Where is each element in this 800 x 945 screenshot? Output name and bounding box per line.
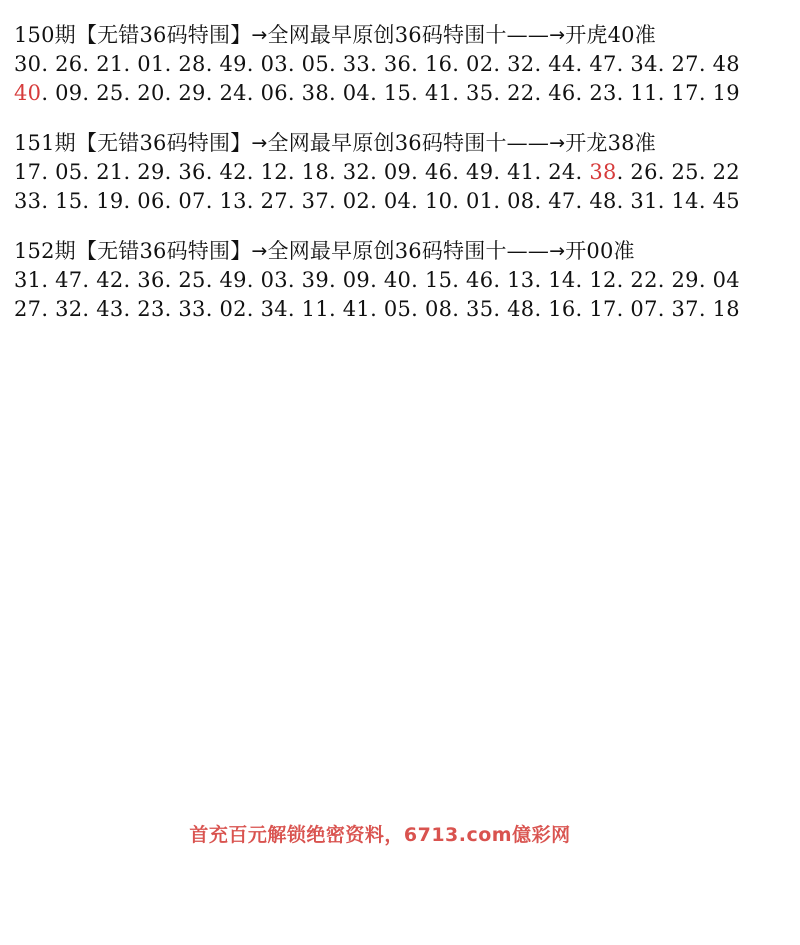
number-value: 07 (178, 189, 206, 213)
number-value: 39 (301, 268, 329, 292)
number-value: 23 (589, 81, 617, 105)
number-value: 47 (589, 52, 617, 76)
number-separator: . (328, 189, 343, 213)
number-separator: . (370, 81, 384, 105)
promo-link[interactable]: 首充百元解锁绝密资料，6713.com億彩网 (189, 824, 571, 846)
period-title-mid: 全网最早原创36码特围十—— (267, 131, 550, 155)
number-value: 02 (219, 297, 247, 321)
number-separator: . (164, 52, 179, 76)
number-separator: . (698, 297, 713, 321)
number-value: 32 (507, 52, 535, 76)
number-value: 03 (260, 268, 288, 292)
number-separator: . (287, 160, 302, 184)
period-title (14, 21, 794, 50)
number-value: 41 (424, 81, 453, 105)
number-value: 14 (671, 189, 699, 213)
number-value: 36 (383, 52, 412, 76)
period-block-150 (14, 21, 794, 108)
number-separator: . (575, 81, 590, 105)
number-separator: . (698, 52, 713, 76)
number-value: 01 (466, 189, 494, 213)
number-value: 17 (589, 297, 617, 321)
number-separator: . (370, 52, 384, 76)
number-separator: . (575, 189, 590, 213)
number-value: 01 (137, 52, 165, 76)
number-value: 28 (178, 52, 206, 76)
number-separator: . (82, 189, 97, 213)
number-value: 15 (383, 81, 412, 105)
number-value: 33 (14, 189, 42, 213)
number-value: 13 (219, 189, 247, 213)
period-title-prefix: 151期【无错36码特围】 (14, 131, 252, 155)
number-value: 21 (96, 52, 124, 76)
number-value: 29 (178, 81, 206, 105)
number-value: 25 (178, 268, 206, 292)
period-title (14, 129, 794, 158)
number-row (14, 158, 794, 187)
number-separator: . (452, 189, 467, 213)
number-separator: . (164, 81, 179, 105)
number-value: 23 (137, 297, 165, 321)
number-separator: . (328, 297, 343, 321)
number-separator: . (452, 160, 467, 184)
number-separator: . (411, 189, 425, 213)
number-value: 21 (96, 160, 124, 184)
number-separator: . (411, 52, 425, 76)
number-separator: . (82, 52, 97, 76)
number-separator: . (575, 268, 590, 292)
number-separator: . (205, 189, 220, 213)
number-value: 06 (137, 189, 165, 213)
number-separator: . (452, 268, 467, 292)
number-separator: . (370, 297, 384, 321)
number-separator: . (287, 189, 302, 213)
number-value: 30 (14, 52, 42, 76)
number-value: 48 (589, 189, 617, 213)
number-separator: . (287, 297, 302, 321)
number-separator: . (164, 189, 179, 213)
number-value: 14 (548, 268, 576, 292)
number-value: 46 (466, 268, 494, 292)
number-row (14, 79, 794, 108)
number-row (14, 295, 794, 324)
number-value: 32 (342, 160, 371, 184)
number-separator: . (41, 297, 56, 321)
number-separator: . (657, 297, 672, 321)
number-separator: . (534, 189, 549, 213)
number-value: 22 (712, 160, 740, 184)
number-separator: . (616, 52, 631, 76)
number-separator: . (493, 160, 508, 184)
number-value: 34 (630, 52, 658, 76)
number-value: 04 (342, 81, 371, 105)
period-title (14, 237, 794, 266)
number-separator: . (575, 52, 590, 76)
number-value: 06 (260, 81, 288, 105)
number-separator: . (370, 268, 384, 292)
number-value: 15 (55, 189, 83, 213)
number-value: 47 (548, 189, 576, 213)
arrow-right-icon: → (251, 132, 268, 154)
number-value: 36 (178, 160, 206, 184)
number-separator: . (698, 160, 713, 184)
number-value: 32 (55, 297, 83, 321)
number-value: 33 (342, 52, 371, 76)
number-separator: . (534, 297, 549, 321)
number-value: 37 (671, 297, 699, 321)
number-separator: . (411, 297, 425, 321)
number-separator: . (657, 81, 672, 105)
number-value: 22 (507, 81, 535, 105)
number-value: 22 (630, 268, 658, 292)
number-separator: . (205, 297, 220, 321)
number-value: 31 (630, 189, 658, 213)
number-row (14, 266, 794, 295)
number-value: 04 (383, 189, 412, 213)
number-separator: . (698, 81, 713, 105)
number-value: 35 (466, 81, 494, 105)
number-separator: . (82, 81, 97, 105)
number-value: 25 (671, 160, 699, 184)
number-value: 24 (548, 160, 576, 184)
number-separator: . (205, 268, 220, 292)
number-value: 20 (137, 81, 165, 105)
number-separator: . (328, 52, 343, 76)
number-separator: . (493, 81, 508, 105)
period-block-151 (14, 129, 794, 216)
number-separator: . (287, 268, 302, 292)
number-value: 05 (55, 160, 83, 184)
number-value: 38 (589, 160, 617, 184)
number-value: 36 (137, 268, 165, 292)
arrow-right-icon: → (549, 240, 566, 262)
arrow-right-icon: → (251, 24, 268, 46)
number-separator: . (657, 52, 672, 76)
number-separator: . (534, 52, 549, 76)
number-value: 12 (260, 160, 288, 184)
number-value: 25 (96, 81, 124, 105)
number-separator: . (123, 81, 138, 105)
number-separator: . (123, 268, 138, 292)
number-value: 43 (96, 297, 124, 321)
period-title-mid: 全网最早原创36码特围十—— (267, 23, 550, 47)
number-value: 08 (507, 189, 535, 213)
number-separator: . (657, 268, 672, 292)
arrow-right-icon: → (251, 240, 268, 262)
number-separator: . (493, 52, 508, 76)
number-value: 49 (466, 160, 494, 184)
number-separator: . (41, 268, 56, 292)
number-value: 34 (260, 297, 288, 321)
number-separator: . (411, 81, 425, 105)
number-value: 26 (630, 160, 658, 184)
number-value: 16 (548, 297, 576, 321)
number-separator: . (123, 52, 138, 76)
number-value: 27 (260, 189, 288, 213)
period-result: 开龙38准 (565, 131, 656, 155)
number-separator: . (41, 160, 56, 184)
number-separator: . (534, 160, 549, 184)
number-separator: . (328, 81, 343, 105)
number-separator: . (575, 297, 590, 321)
number-value: 12 (589, 268, 617, 292)
number-value: 11 (630, 81, 658, 105)
number-value: 48 (712, 52, 740, 76)
period-title-prefix: 152期【无错36码特围】 (14, 239, 252, 263)
number-value: 27 (14, 297, 42, 321)
number-value: 09 (55, 81, 83, 105)
number-value: 40 (14, 81, 42, 105)
number-separator: . (411, 268, 425, 292)
number-separator: . (246, 189, 261, 213)
number-separator: . (164, 268, 179, 292)
number-value: 44 (548, 52, 576, 76)
number-value: 49 (219, 268, 247, 292)
number-value: 16 (424, 52, 453, 76)
period-title-prefix: 150期【无错36码特围】 (14, 23, 252, 47)
number-separator: . (493, 268, 508, 292)
number-value: 49 (219, 52, 247, 76)
number-separator: . (287, 81, 302, 105)
number-value: 40 (383, 268, 412, 292)
number-value: 42 (96, 268, 124, 292)
number-separator: . (41, 52, 56, 76)
number-separator: . (82, 297, 97, 321)
number-value: 37 (301, 189, 329, 213)
number-value: 05 (383, 297, 412, 321)
number-separator: . (452, 52, 467, 76)
number-separator: . (246, 297, 261, 321)
period-block-152 (14, 237, 794, 324)
number-value: 02 (466, 52, 494, 76)
number-separator: . (246, 268, 261, 292)
number-separator: . (328, 268, 343, 292)
number-value: 41 (507, 160, 535, 184)
number-separator: . (616, 81, 631, 105)
number-value: 17 (14, 160, 42, 184)
number-value: 46 (424, 160, 453, 184)
number-separator: . (657, 160, 672, 184)
number-value: 05 (301, 52, 329, 76)
number-value: 47 (55, 268, 83, 292)
number-separator: . (328, 160, 343, 184)
number-value: 02 (342, 189, 371, 213)
number-value: 09 (383, 160, 412, 184)
number-separator: . (534, 81, 549, 105)
arrow-right-icon: → (549, 132, 566, 154)
number-separator: . (82, 160, 97, 184)
number-row (14, 187, 794, 216)
number-value: 42 (219, 160, 247, 184)
number-value: 48 (507, 297, 535, 321)
number-value: 13 (507, 268, 535, 292)
number-separator: . (205, 160, 220, 184)
number-value: 03 (260, 52, 288, 76)
number-separator: . (493, 297, 508, 321)
number-value: 27 (671, 52, 699, 76)
number-value: 31 (14, 268, 42, 292)
number-separator: . (698, 268, 713, 292)
period-result: 开00准 (565, 239, 635, 263)
number-value: 17 (671, 81, 699, 105)
number-value: 46 (548, 81, 576, 105)
number-separator: . (575, 160, 590, 184)
number-value: 29 (137, 160, 165, 184)
number-separator: . (164, 160, 179, 184)
number-separator: . (246, 52, 261, 76)
number-separator: . (616, 268, 631, 292)
number-separator: . (123, 297, 138, 321)
period-title-mid: 全网最早原创36码特围十—— (267, 239, 550, 263)
number-row (14, 50, 794, 79)
number-value: 04 (712, 268, 740, 292)
number-value: 19 (96, 189, 124, 213)
number-separator: . (534, 268, 549, 292)
number-separator: . (246, 160, 261, 184)
number-value: 08 (424, 297, 453, 321)
number-separator: . (616, 160, 631, 184)
number-value: 38 (301, 81, 329, 105)
number-separator: . (698, 189, 713, 213)
number-separator: . (205, 52, 220, 76)
number-value: 09 (342, 268, 371, 292)
arrow-right-icon: → (549, 24, 566, 46)
number-separator: . (41, 189, 56, 213)
number-separator: . (411, 160, 425, 184)
number-separator: . (164, 297, 179, 321)
number-separator: . (493, 189, 508, 213)
number-value: 29 (671, 268, 699, 292)
number-value: 18 (712, 297, 740, 321)
number-separator: . (616, 297, 631, 321)
number-value: 33 (178, 297, 206, 321)
number-value: 11 (301, 297, 329, 321)
number-value: 35 (466, 297, 494, 321)
number-separator: . (452, 297, 467, 321)
number-value: 07 (630, 297, 658, 321)
number-value: 24 (219, 81, 247, 105)
number-value: 41 (342, 297, 371, 321)
prediction-list (14, 21, 794, 345)
number-separator: . (616, 189, 631, 213)
number-separator: . (41, 81, 56, 105)
number-separator: . (205, 81, 220, 105)
number-separator: . (123, 189, 138, 213)
number-separator: . (82, 268, 97, 292)
number-value: 18 (301, 160, 329, 184)
number-separator: . (246, 81, 261, 105)
number-value: 45 (712, 189, 740, 213)
number-value: 10 (424, 189, 453, 213)
number-separator: . (370, 160, 384, 184)
number-separator: . (657, 189, 672, 213)
number-separator: . (452, 81, 467, 105)
number-value: 26 (55, 52, 83, 76)
number-separator: . (287, 52, 302, 76)
number-value: 19 (712, 81, 740, 105)
number-separator: . (123, 160, 138, 184)
number-separator: . (370, 189, 384, 213)
period-result: 开虎40准 (565, 23, 656, 47)
number-value: 15 (424, 268, 453, 292)
